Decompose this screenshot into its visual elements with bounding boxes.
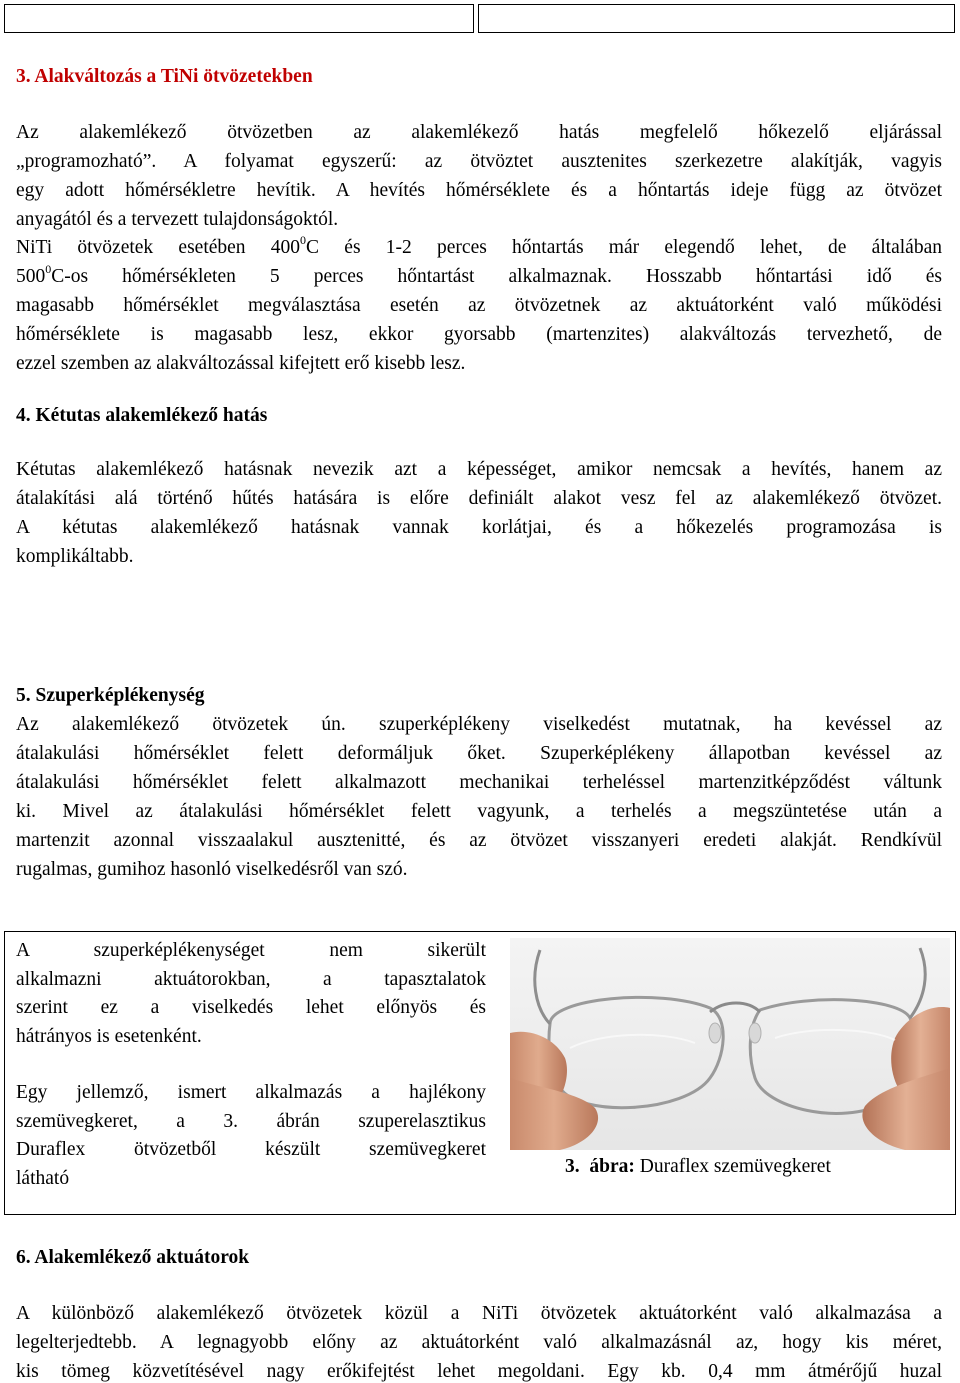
box-paragraph-2 [16, 1079, 486, 1193]
header-cell-left [4, 4, 474, 33]
text-fragment: NiTi ötvözetek esetében 400 [16, 237, 301, 258]
text-line: hátrányos is esetenként. [16, 1025, 202, 1047]
section-4-paragraph [16, 455, 942, 571]
text-line: szemüvegkeret, a 3. ábrán szuperelasztikus [16, 1110, 486, 1132]
text-line: rugalmas, gumihoz hasonló viselkedésről van szó. [16, 859, 408, 880]
text-line: hőmérséklete is magasabb lesz, ekkor gyorsabb (martenzites) alakváltozás tervezhető, de [16, 324, 942, 345]
figure-caption [565, 1152, 945, 1181]
text-line [16, 233, 942, 262]
figure-caption-text: Duraflex szemüvegkeret [634, 1156, 831, 1177]
text-line: átalakulási hőmérséklet felett deformáljuk őket. Szuperképlékeny állapotban kevéssel az [16, 743, 942, 764]
text-line: „programozható”. A folyamat egyszerű: az ötvöztet ausztenites szerkezetre alakítják, vagyis [16, 151, 942, 172]
figure-label: ábra: [589, 1156, 635, 1177]
text-line: A kétutas alakemlékező hatásnak vannak korlátjai, és a hőkezelés programozása is [16, 517, 942, 538]
figure-box-text [16, 937, 486, 1221]
text-line: szerint ez a viselkedés lehet előnyös és [16, 997, 486, 1018]
text-line: ezzel szemben az alakváltozással kifejtett erő kisebb lesz. [16, 353, 466, 374]
section-6-paragraph [16, 1299, 942, 1383]
text-line: látható [16, 1167, 70, 1189]
text-fragment: 500 [16, 266, 46, 287]
text-line: A különböző alakemlékező ötvözetek közül a NiTi ötvözetek aktuátorként való alkalmazása a [16, 1303, 942, 1324]
text-fragment: C és 1-2 perces hőntartás már elegendő lehet, de általában [306, 237, 942, 258]
box-paragraph-1 [16, 937, 486, 1051]
figure-number: 3. [565, 1156, 580, 1177]
section-4 [16, 401, 942, 430]
text-line: alkalmazni aktuátorokban, a tapasztalatok [16, 968, 486, 990]
section-3 [16, 62, 942, 91]
text-line: Az alakemlékező ötvözetek ún. szuperképlékeny viselkedést mutatnak, ha kevéssel az [16, 714, 942, 735]
section-4-title: 4. Kétutas alakemlékező hatás [16, 405, 268, 426]
header-cell-right [478, 4, 955, 33]
text-line: Kétutas alakemlékező hatásnak nevezik azt a képességet, amikor nemcsak a hevítés, hanem az [16, 459, 942, 480]
text-line: martenzit azonnal visszaalakul ausztenitté, és az ötvözet visszanyeri eredeti alakját. Rendkívül [16, 830, 942, 851]
text-line: legelterjedtebb. A legnagyobb előny az aktuátorként való alkalmazásnál az, hogy kis méret, [16, 1332, 942, 1353]
eyeglass-frame-illustration [510, 938, 950, 1150]
text-fragment: C-os hőmérsékleten 5 perces hőntartást alkalmaznak. Hosszabb hőntartási idő és [51, 266, 942, 287]
section-3-paragraph-2 [16, 233, 942, 378]
text-line: Duraflex ötvözetből készült szemüvegkeret [16, 1139, 486, 1160]
text-line: anyagától és a tervezett tulajdonságoktól. [16, 209, 339, 230]
section-3-paragraph-1 [16, 118, 942, 234]
figure-box [4, 931, 956, 1215]
text-line: átalakítási alá történő hűtés hatására is előre definiált alakot vesz fel az alakemlékező ötvözet. [16, 488, 942, 509]
text-line: A szuperképlékenységet nem sikerült [16, 940, 486, 961]
eyeglass-frame-photo [510, 938, 950, 1150]
section-3-title: 3. Alakváltozás a TiNi ötvözetekben [16, 66, 313, 87]
text-line: magasabb hőmérséklet megválasztása esetén az ötvözetnek az aktuátorként való működési [16, 295, 942, 316]
superscript: 0 [45, 262, 52, 276]
section-6 [16, 1243, 942, 1272]
text-line: kis tömeg közvetítésével nagy erőkifejtést lehet megoldani. Egy kb. 0,4 mm átmérőjű huzal [16, 1361, 942, 1382]
text-line: egy adott hőmérsékletre hevítik. A hevítés hőmérséklete és a hőntartás ideje függ az ötvözet [16, 180, 942, 201]
section-5 [16, 681, 942, 710]
section-6-title: 6. Alakemlékező aktuátorok [16, 1247, 250, 1268]
text-line: ki. Mivel az átalakulási hőmérséklet felett vagyunk, a terhelés a megszüntetése után a [16, 801, 942, 822]
text-line [16, 262, 942, 291]
text-line: Egy jellemző, ismert alkalmazás a hajlékony [16, 1082, 486, 1103]
superscript: 0 [300, 233, 307, 247]
section-5-title: 5. Szuperképlékenység [16, 685, 205, 706]
text-line: komplikáltabb. [16, 546, 134, 567]
text-line: Az alakemlékező ötvözetben az alakemlékező hatás megfelelő hőkezelő eljárással [16, 122, 942, 143]
text-line: átalakulási hőmérséklet felett alkalmazott mechanikai terheléssel martenzitképződést váltunk [16, 772, 942, 793]
section-5-paragraph [16, 710, 942, 884]
